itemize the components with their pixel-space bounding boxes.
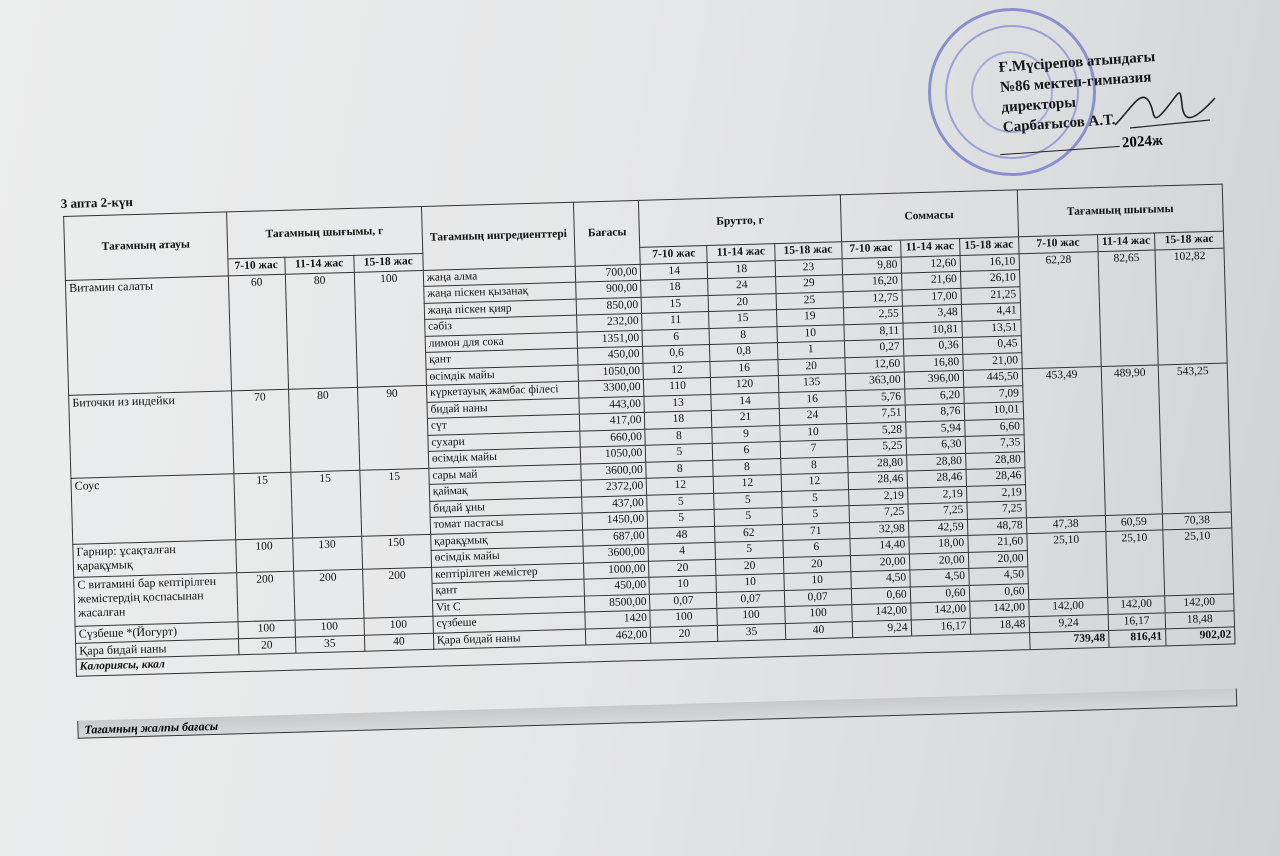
ingredient-name: Қара бидай наны [433,629,586,650]
brutto-value: 6 [642,328,710,346]
dish-yield-grams: 20 [238,637,295,655]
dish-yield-grams: 200 [293,569,363,620]
sum-value: 13,51 [961,319,1020,337]
dish-yield-grams: 200 [236,571,294,622]
dish-yield-grams: 60 [228,274,288,391]
ingredient-price: 1000,00 [584,561,649,579]
day-label: 3 апта 2-күн [60,194,134,212]
ingredient-price: 850,00 [576,297,641,315]
ingredient-name: кептірілген жемістер [431,563,584,584]
age-header: 15-18 жас [774,242,842,260]
brutto-value: 35 [718,623,786,641]
dish-name: Витамин салаты [65,275,231,395]
brutto-value: 20 [651,625,719,643]
ingredient-name: сәбіз [424,315,577,336]
sum-value: 17,00 [902,288,961,306]
sum-value: 28,80 [906,453,965,471]
sum-value: 14,40 [850,537,909,555]
sum-value: 16,17 [911,618,970,636]
dish-name: Қара бидай наны [76,638,239,659]
dish-yield-grams: 40 [364,633,434,651]
dish-name: Соус [71,473,235,544]
dish-yield-grams: 130 [292,536,362,571]
brutto-value: 11 [642,311,710,329]
ingredient-name: сары май [429,464,582,485]
ingredient-price: 700,00 [576,264,641,282]
header-dish-yield: Тағамның шығымы [1017,184,1224,237]
ingredient-price: 900,00 [576,280,641,298]
sum-value: 7,51 [846,405,905,423]
dish-yield-grams: 100 [354,270,426,387]
ingredient-price: 450,00 [584,577,649,595]
sum-value: 21,25 [961,286,1020,304]
sum-value: 363,00 [845,372,904,390]
sum-value: 6,20 [904,387,963,405]
sum-value: 4,50 [909,568,968,586]
ingredient-price: 443,00 [579,396,644,414]
ingredient-price: 3600,00 [581,462,646,480]
brutto-value: 1 [777,341,845,359]
sum-value: 0,45 [962,336,1021,354]
dish-yield-grams: 100 [235,538,293,573]
age-header: 7-10 жас [1018,235,1098,254]
dish-yield-grams: 100 [295,618,365,636]
brutto-value: 10 [779,423,847,441]
ingredient-price: 1351,00 [577,330,642,348]
brutto-value: 29 [775,275,843,293]
approval-line4: Сарбағысов А.Т. [1002,111,1116,136]
header-sum: Соммасы [840,190,1018,242]
dish-yield-grams: 90 [357,385,428,469]
brutto-value: 12 [643,361,711,379]
brutto-value: 110 [644,377,712,395]
dish-yield-value: 18,48 [1165,610,1235,628]
sum-value: 142,00 [851,603,910,621]
sum-value: 12,60 [901,255,960,273]
sum-value: 26,10 [960,270,1019,288]
sum-value: 20,00 [909,552,968,570]
dish-yield-value: 25,10 [1026,531,1107,599]
brutto-value: 20 [783,555,851,573]
brutto-value: 5 [714,491,782,509]
sum-value: 0,60 [851,586,910,604]
sum-value: 5,25 [847,438,906,456]
header-dish: Тағамның атауы [64,212,228,280]
ingredient-name: күркетауық жамбас філесі [426,381,579,402]
sum-value: 21,00 [962,352,1021,370]
dish-name: Биточки из индейки [69,391,234,478]
ingredient-price: 3600,00 [583,544,648,562]
sum-value: 6,30 [906,436,965,454]
dish-name: Сүзбеше *(Йогурт) [75,622,238,643]
brutto-value: 18 [641,279,709,297]
sum-value: 0,27 [844,339,903,357]
brutto-value: 12 [714,475,782,493]
brutto-value: 15 [641,295,709,313]
brutto-value: 5 [782,506,850,524]
dish-yield-value: 82,65 [1098,250,1158,367]
ingredient-price: 417,00 [580,412,645,430]
brutto-value: 14 [711,392,779,410]
total-price-label: Тағамның жалпы бағасы [77,688,1237,738]
dish-yield-value: 9,24 [1029,614,1109,633]
ingredient-name: қант [432,579,585,600]
brutto-value: 24 [708,277,776,295]
dish-yield-grams: 80 [285,272,357,389]
approval-line3: директоры [1000,94,1077,116]
approval-line2: №86 мектеп-гимназия [999,69,1152,96]
dish-yield-value: 47,38 [1026,515,1106,534]
age-header: 11-14 жас [900,238,959,256]
approval-line1: Ғ.Мүсірепов атындағы [998,49,1156,76]
brutto-value: 5 [781,489,849,507]
brutto-value: 100 [717,606,785,624]
brutto-value: 19 [776,308,844,326]
brutto-value: 8 [645,427,713,445]
ingredient-name: бидай ұны [430,497,583,518]
ingredient-name: өсімдік майы [428,447,581,468]
sum-value: 6,60 [964,418,1023,436]
sum-value: 2,55 [843,306,902,324]
sum-value: 7,25 [849,504,908,522]
brutto-value: 21 [712,409,780,427]
sum-value: 16,80 [903,354,962,372]
age-header: 15-18 жас [1154,231,1224,249]
dish-yield-value: 16,17 [1108,612,1165,630]
dish-yield-value: 142,00 [1028,597,1108,616]
age-header: 15-18 жас [354,253,424,271]
ingredient-name: сүт [427,414,580,435]
ingredient-price: 437,00 [582,495,647,513]
brutto-value: 20 [777,357,845,375]
dish-yield-value: 60,59 [1105,513,1162,531]
age-header: 7-10 жас [228,257,285,275]
sum-value: 2,19 [966,484,1025,502]
dish-yield-value: 453,49 [1022,367,1105,518]
brutto-value: 48 [648,526,716,544]
brutto-value: 40 [785,621,853,639]
brutto-value: 5 [647,493,715,511]
sum-value: 4,41 [961,303,1020,321]
age-header: 11-14 жас [1097,233,1154,251]
calories-value: 739,48 [1029,630,1109,649]
sum-value: 142,00 [969,600,1028,618]
brutto-value: 9 [712,425,780,443]
menu-table [60,184,1235,677]
age-header: 7-10 жас [640,246,708,264]
ingredient-name: сухари [428,431,581,452]
dish-yield-grams: 100 [364,616,434,634]
sum-value: 18,48 [970,616,1029,634]
sum-value: 0,36 [903,337,962,355]
sum-value: 12,60 [845,356,904,374]
sum-value: 28,46 [848,471,907,489]
sum-value: 396,00 [904,370,963,388]
ingredient-price: 660,00 [580,429,645,447]
ingredient-price: 450,00 [578,346,643,364]
brutto-value: 15 [709,310,777,328]
approval-year: 2024ж [1121,132,1164,152]
brutto-value: 24 [779,407,847,425]
dish-yield-value: 70,38 [1162,511,1232,529]
brutto-value: 4 [648,542,716,560]
sum-value: 2,19 [907,486,966,504]
sum-value: 0,60 [969,583,1028,601]
brutto-value: 100 [650,608,718,626]
brutto-value: 62 [715,524,783,542]
brutto-value: 0,07 [717,590,785,608]
dish-yield-grams: 80 [288,387,359,471]
brutto-value: 23 [775,258,843,276]
dish-yield-value: 142,00 [1164,594,1234,612]
dish-yield-grams: 35 [295,635,365,653]
brutto-value: 71 [782,522,850,540]
header-yield: Тағамның шығымы, г [226,206,422,258]
brutto-value: 5 [647,509,715,527]
sum-value: 20,00 [968,550,1027,568]
brutto-value: 5 [646,443,714,461]
dish-yield-grams: 200 [362,567,433,618]
ingredient-name: бидай наны [427,398,580,419]
ingredient-name: жаңа піскен қияр [424,299,577,320]
sum-value: 16,20 [842,273,901,291]
header-price: Бағасы [574,200,641,265]
ingredient-name: өсімдік майы [431,546,584,567]
ingredient-name: қант [425,348,578,369]
brutto-value: 10 [783,572,851,590]
sum-value: 9,24 [852,619,911,637]
sum-value: 28,80 [965,451,1024,469]
brutto-value: 18 [645,410,713,428]
dish-yield-grams: 15 [360,468,431,536]
ingredient-price: 462,00 [586,627,651,645]
ingredient-price: 8500,00 [585,594,650,612]
sum-value: 32,98 [849,521,908,539]
header-ingredients: Тағамның ингредиенттері [421,202,575,270]
sum-value: 21,60 [901,271,960,289]
brutto-value: 18 [708,260,776,278]
ingredient-name: сүзбеше [433,612,586,633]
dish-name: С витамині бар кептірілген жемістердің қоспасынан жасалған [74,572,238,626]
ingredient-name: Vit C [432,596,585,617]
ingredient-name: жаңа алма [423,266,576,287]
brutto-value: 16 [710,359,778,377]
brutto-value: 7 [780,440,848,458]
ingredient-name: лимон для сока [425,332,578,353]
brutto-value: 0,07 [784,588,852,606]
sum-value: 4,50 [968,567,1027,585]
sum-value: 12,75 [843,290,902,308]
sum-value: 5,76 [845,389,904,407]
sum-value: 18,00 [909,535,968,553]
sum-value: 21,60 [967,534,1026,552]
brutto-value: 6 [783,539,851,557]
sum-value: 142,00 [910,601,969,619]
dish-yield-value: 25,10 [1106,530,1165,598]
brutto-value: 20 [709,293,777,311]
ingredient-price: 2372,00 [582,478,647,496]
brutto-value: 20 [716,557,784,575]
brutto-value: 6 [713,442,781,460]
sum-value: 7,25 [967,501,1026,519]
brutto-value: 120 [711,376,779,394]
brutto-value: 135 [778,374,846,392]
ingredient-price: 1050,00 [581,445,646,463]
age-header: 11-14 жас [284,255,354,273]
ingredient-name: қарақұмық [430,530,583,551]
brutto-value: 10 [716,574,784,592]
brutto-value: 8 [709,326,777,344]
sum-value: 28,46 [907,469,966,487]
dish-yield-grams: 100 [238,620,295,638]
dish-yield-value: 25,10 [1163,528,1234,596]
brutto-value: 5 [715,541,783,559]
brutto-value: 25 [776,291,844,309]
sum-value: 20,00 [850,553,909,571]
ingredient-name: томат пастасы [430,513,583,534]
sum-value: 7,09 [963,385,1022,403]
brutto-value: 8 [646,460,714,478]
ingredient-name: жаңа піскен қызанақ [424,282,577,303]
brutto-value: 16 [778,390,846,408]
sum-value: 7,35 [965,435,1024,453]
age-header: 11-14 жас [707,244,775,262]
sum-value: 4,50 [851,570,910,588]
ingredient-name: өсімдік майы [426,365,579,386]
ingredient-price: 1050,00 [578,363,643,381]
dish-yield-value: 142,00 [1107,596,1164,614]
ingredient-price: 3300,00 [579,379,644,397]
sum-value: 0,60 [910,585,969,603]
sum-value: 7,25 [908,502,967,520]
sum-value: 28,80 [847,455,906,473]
sum-value: 10,01 [964,402,1023,420]
dish-yield-grams: 70 [231,389,290,473]
brutto-value: 0,6 [643,344,711,362]
director-signature [1110,80,1220,140]
brutto-value: 10 [649,575,717,593]
brutto-value: 8 [780,456,848,474]
sum-value: 5,94 [905,420,964,438]
brutto-value: 20 [649,559,717,577]
brutto-value: 5 [715,508,783,526]
dish-name: Гарнир: ұсақталған қарақұмық [73,539,236,577]
brutto-value: 8 [713,458,781,476]
sum-value: 28,46 [966,468,1025,486]
header-brutto: Брутто, г [639,195,842,248]
ingredient-price: 1450,00 [582,511,647,529]
brutto-value: 100 [784,605,852,623]
calories-value: 902,02 [1165,627,1235,645]
sum-value: 8,11 [844,323,903,341]
dish-yield-grams: 150 [361,534,431,569]
sum-value: 42,59 [908,519,967,537]
sum-value: 8,76 [905,403,964,421]
age-header: 15-18 жас [959,237,1018,255]
dish-yield-grams: 15 [234,472,293,540]
ingredient-price: 687,00 [583,528,648,546]
brutto-value: 12 [647,476,715,494]
ingredient-price: 232,00 [577,313,642,331]
brutto-value: 14 [641,262,709,280]
sum-value: 48,78 [967,517,1026,535]
brutto-value: 0,07 [650,592,718,610]
brutto-value: 12 [781,473,849,491]
age-header: 7-10 жас [841,240,900,258]
sum-value: 10,81 [903,321,962,339]
brutto-value: 10 [777,324,845,342]
sum-value: 9,80 [842,257,901,275]
calories-value: 816,41 [1108,629,1165,647]
ingredient-name: қаймақ [429,480,582,501]
sum-value: 2,19 [848,488,907,506]
calories-label: Калориясы, ккал [76,633,1030,676]
ingredient-price: 1420 [585,610,650,628]
sum-value: 3,48 [902,304,961,322]
brutto-value: 13 [644,394,712,412]
dish-yield-value: 62,28 [1019,251,1101,369]
dish-yield-value: 102,82 [1155,248,1227,365]
dish-yield-grams: 15 [290,470,361,538]
sum-value: 5,28 [846,422,905,440]
dish-yield-value: 543,25 [1158,363,1231,513]
sum-value: 445,50 [963,369,1022,387]
brutto-value: 0,8 [710,343,778,361]
dish-yield-value: 489,90 [1101,365,1162,515]
sum-value: 16,10 [960,253,1019,271]
